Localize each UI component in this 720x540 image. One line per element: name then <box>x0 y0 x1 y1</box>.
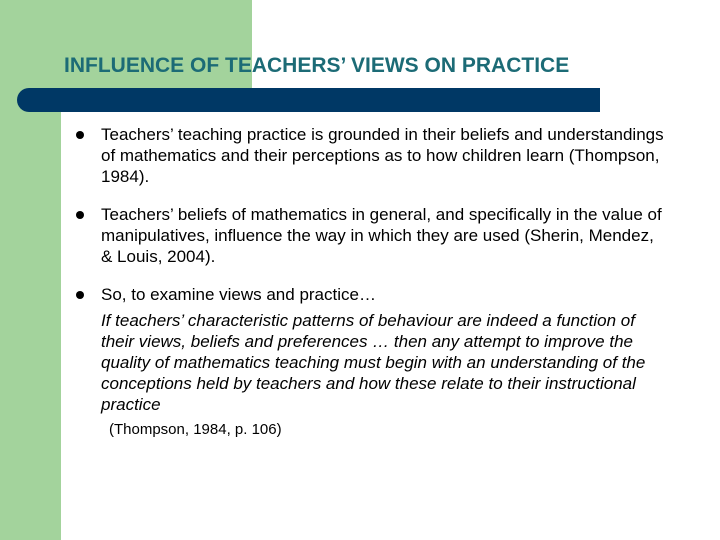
title-underline-bar <box>17 88 600 112</box>
slide-body <box>76 124 666 457</box>
bullet-text: So, to examine views and practice… <box>101 285 376 304</box>
slide-title: INFLUENCE OF TEACHERS’ VIEWS ON PRACTICE <box>64 54 570 77</box>
bullet-dot-icon <box>76 131 84 139</box>
bullet-dot-icon <box>76 211 84 219</box>
bullet-text: Teachers’ beliefs of mathematics in general, and specifically in the value of manipulatives, influence the way in which they are used (Sherin, Mendez, & Louis, 2004). <box>101 205 662 266</box>
bullet-item <box>76 124 666 187</box>
bullet-item <box>76 204 666 267</box>
bullet-dot-icon <box>76 291 84 299</box>
bullet-item <box>76 284 666 440</box>
bullet-content <box>101 284 666 440</box>
bullet-text: Teachers’ teaching practice is grounded in their beliefs and understandings of mathematics and their perceptions as to how children learn (Thompson, 1984). <box>101 125 664 186</box>
quotation: If teachers’ characteristic patterns of behaviour are indeed a function of their views, beliefs and preferences … then any attempt to improve the quality of mathematics teaching must begin with an understanding of the conceptions held by teachers and how these relate to their instructional practice <box>101 311 646 414</box>
citation: (Thompson, 1984, p. 106) <box>109 421 282 438</box>
